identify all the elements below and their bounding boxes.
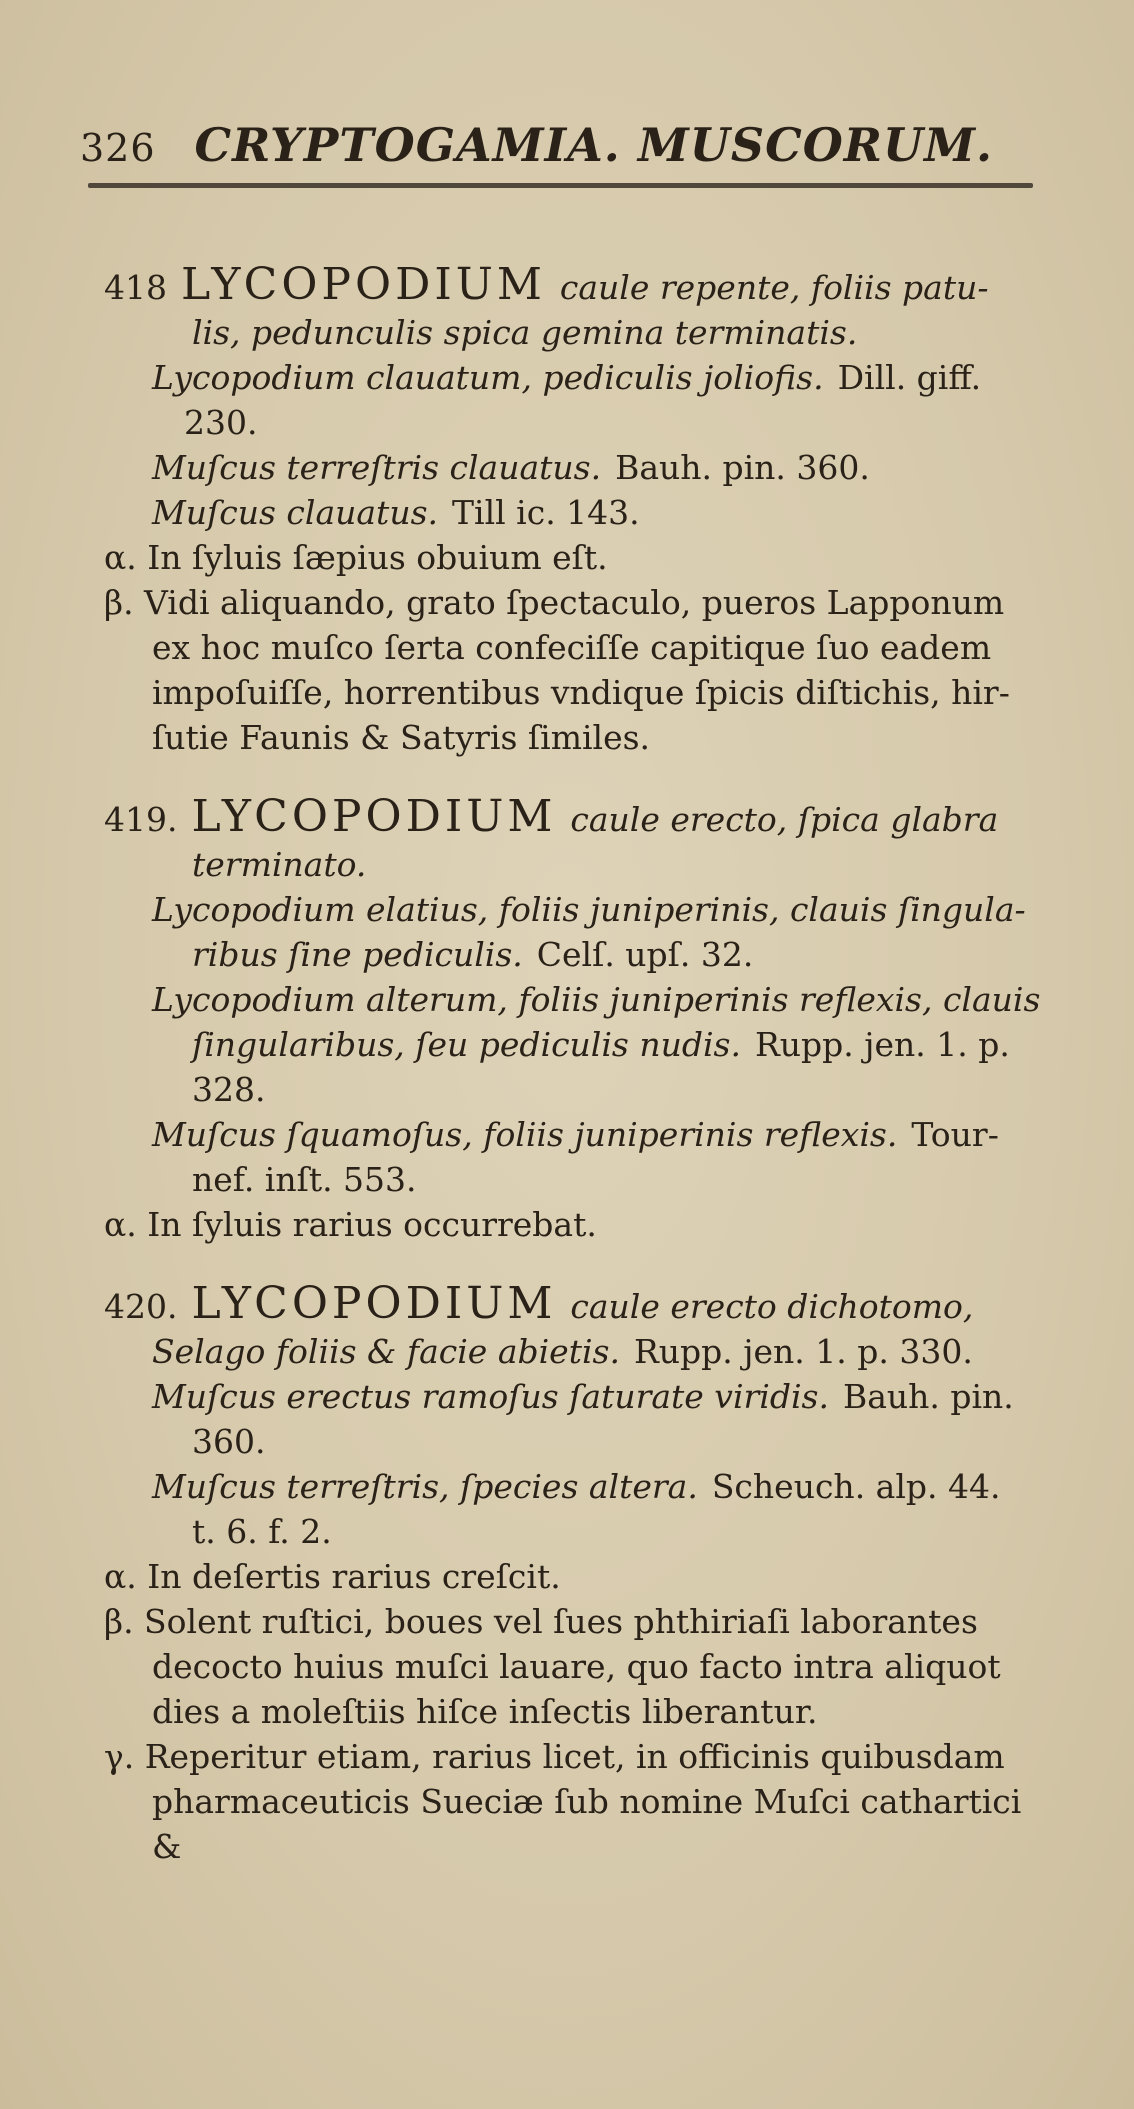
entry-heading: [104, 259, 1094, 310]
italic-text: lis, pedunculis spica gemina terminatis.: [192, 313, 858, 352]
roman-text: dies a moleſtiis hiſce inſectis liberantur.: [152, 1692, 818, 1731]
entry-line: [104, 1022, 1094, 1067]
species-entry: [104, 791, 1094, 1247]
entry-line: [104, 310, 1094, 355]
entry-line: [104, 1329, 1094, 1374]
italic-text: Selago foliis & facie abietis.: [152, 1332, 620, 1371]
running-title: CRYPTOGAMIA. MUSCORUM.: [194, 118, 994, 172]
entry-line: [104, 1202, 1094, 1247]
italic-text: Lycopodium clauatum, pediculis joliofis.: [152, 358, 824, 397]
entry-number: 420.: [104, 1287, 178, 1326]
roman-text: α. In deſertis rarius creſcit.: [104, 1557, 561, 1596]
roman-text: Bauh. pin. 360.: [615, 448, 870, 487]
roman-text: ex hoc muſco ſerta confeciſſe capitique ſuo eadem: [152, 628, 992, 667]
entry-line: [104, 670, 1094, 715]
entry-line: [104, 535, 1094, 580]
roman-text: β. Solent ruſtici, boues vel ſues phthiriaſi laborantes: [104, 1602, 978, 1641]
entry-line: [104, 715, 1094, 760]
roman-text: Rupp. jen. 1. p.: [754, 1025, 1010, 1064]
roman-text: α. In ſyluis ſæpius obuium eſt.: [104, 538, 608, 577]
roman-text: Celſ. upſ. 32.: [536, 935, 754, 974]
entry-line: [104, 1734, 1094, 1779]
entry-line: [104, 490, 1094, 535]
entry-line: [104, 580, 1094, 625]
roman-text: Bauh. pin.: [842, 1377, 1014, 1416]
roman-text: 328.: [192, 1070, 266, 1109]
page-body: [104, 259, 1094, 1903]
entry-line: [104, 1644, 1094, 1689]
entry-line: [104, 1824, 1094, 1869]
entry-line: [104, 1779, 1094, 1824]
entry-line: [104, 1419, 1094, 1464]
italic-text: Muſcus clauatus.: [152, 493, 438, 532]
italic-text: Muſcus ſquamoſus, foliis juniperinis reflexis.: [152, 1115, 898, 1154]
entry-line: [104, 1112, 1094, 1157]
roman-text: &: [152, 1827, 182, 1866]
genus-name: LYCOPODIUM: [191, 791, 557, 842]
roman-text: Tour-: [911, 1115, 999, 1154]
species-entry: [104, 259, 1094, 760]
entry-heading: [104, 791, 1094, 842]
roman-text: γ. Reperitur etiam, rarius licet, in officinis quibusdam: [104, 1737, 1005, 1776]
roman-text: pharmaceuticis Sueciæ ſub nomine Muſci cathartici: [152, 1782, 1022, 1821]
page-header: [80, 118, 1030, 178]
entry-heading: [104, 1278, 1094, 1329]
entry-line: [104, 1599, 1094, 1644]
italic-text: Muſcus terreſtris, ſpecies altera.: [152, 1467, 698, 1506]
roman-text: Dill. giff.: [837, 358, 982, 397]
roman-text: Scheuch. alp. 44.: [711, 1467, 1001, 1506]
roman-text: 230.: [184, 403, 258, 442]
italic-text: caule erecto dichotomo,: [570, 1287, 974, 1326]
roman-text: α. In ſyluis rarius occurrebat.: [104, 1205, 597, 1244]
entry-line: [104, 1374, 1094, 1419]
italic-text: caule erecto, ſpica glabra: [570, 800, 999, 839]
roman-text: nef. inſt. 553.: [192, 1160, 417, 1199]
genus-name: LYCOPODIUM: [191, 1278, 557, 1329]
page-number: 326: [80, 126, 156, 170]
entry-line: [104, 1067, 1094, 1112]
italic-text: Lycopodium alterum, foliis juniperinis reflexis, clauis: [152, 980, 1041, 1019]
roman-text: β. Vidi aliquando, grato ſpectaculo, pueros Lapponum: [104, 583, 1005, 622]
roman-text: impoſuiſſe, horrentibus vndique ſpicis diſtichis, hir-: [152, 673, 1010, 712]
italic-text: ſingularibus, ſeu pediculis nudis.: [192, 1025, 741, 1064]
roman-text: ſutie Faunis & Satyris ſimiles.: [152, 718, 651, 757]
italic-text: ribus ſine pediculis.: [192, 935, 523, 974]
roman-text: decocto huius muſci lauare, quo facto intra aliquot: [152, 1647, 1001, 1686]
italic-text: Muſcus terreſtris clauatus.: [152, 448, 602, 487]
entry-line: [104, 842, 1094, 887]
entry-line: [104, 400, 1094, 445]
italic-text: terminato.: [192, 845, 367, 884]
roman-text: Till ic. 143.: [452, 493, 640, 532]
entry-line: [104, 1157, 1094, 1202]
entry-line: [104, 1509, 1094, 1554]
italic-text: Lycopodium elatius, foliis juniperinis, clauis ſingula-: [152, 890, 1026, 929]
entry-line: [104, 932, 1094, 977]
header-rule: [88, 183, 1033, 188]
entry-line: [104, 1464, 1094, 1509]
entry-line: [104, 977, 1094, 1022]
italic-text: Muſcus erectus ramoſus ſaturate viridis.: [152, 1377, 829, 1416]
entry-line: [104, 625, 1094, 670]
entry-number: 418: [104, 268, 167, 307]
entry-line: [104, 445, 1094, 490]
roman-text: Rupp. jen. 1. p. 330.: [633, 1332, 973, 1371]
genus-name: LYCOPODIUM: [181, 259, 546, 310]
entry-line: [104, 355, 1094, 400]
italic-text: caule repente, foliis patu-: [559, 268, 989, 307]
entry-line: [104, 1689, 1094, 1734]
species-entry: [104, 1278, 1094, 1869]
entry-line: [104, 887, 1094, 932]
roman-text: t. 6. f. 2.: [192, 1512, 332, 1551]
roman-text: 360.: [192, 1422, 266, 1461]
entry-number: 419.: [104, 800, 178, 839]
entry-line: [104, 1554, 1094, 1599]
